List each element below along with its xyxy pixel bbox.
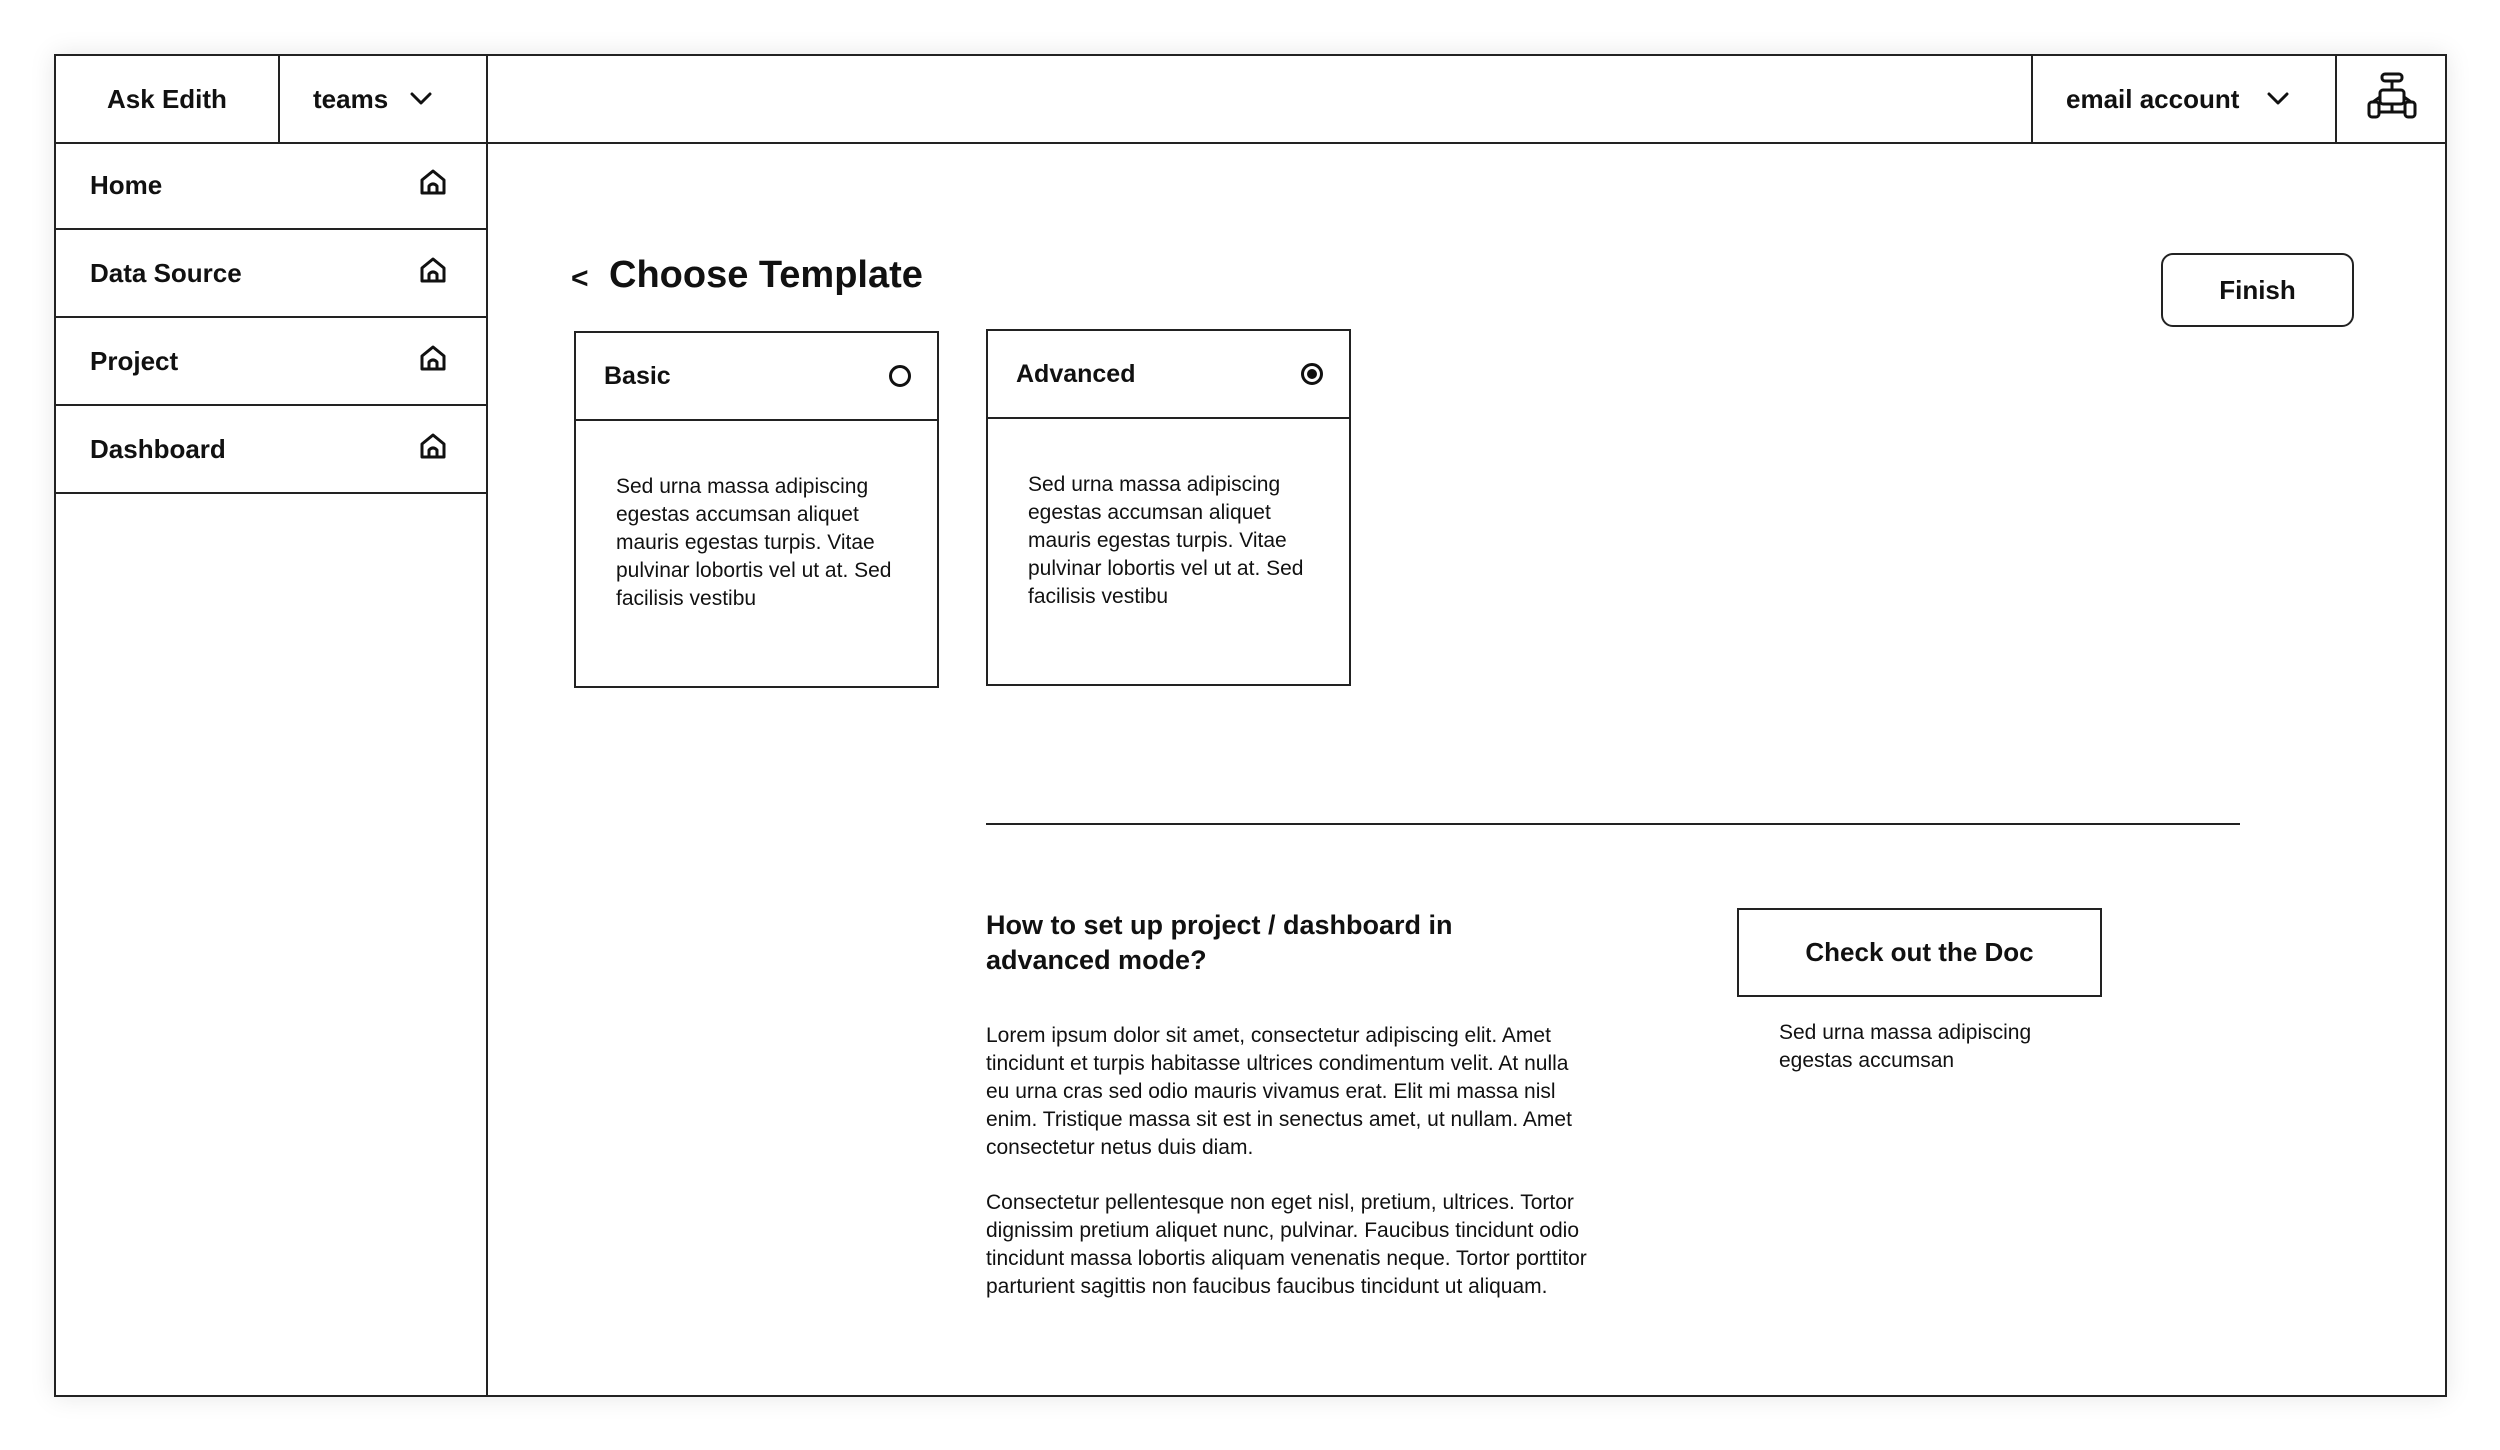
template-card-header[interactable] bbox=[576, 333, 937, 421]
back-button[interactable]: < bbox=[571, 262, 589, 295]
chevron-down-icon bbox=[410, 92, 432, 106]
teams-dropdown-label: teams bbox=[313, 83, 389, 114]
check-doc-button[interactable]: Check out the Doc bbox=[1737, 908, 2102, 997]
home-icon bbox=[418, 255, 448, 292]
template-card-header[interactable] bbox=[988, 331, 1349, 419]
finish-button[interactable]: Finish bbox=[2161, 253, 2354, 327]
sidebar-item-label: Home bbox=[90, 169, 163, 200]
app-window bbox=[54, 54, 2447, 1397]
doc-description: Sed urna massa adipiscing egestas accumsan bbox=[1779, 1021, 2032, 1072]
help-heading: How to set up project / dashboard in advanced mode? bbox=[986, 910, 1453, 975]
robot-icon bbox=[2366, 70, 2418, 129]
email-account-dropdown[interactable] bbox=[2031, 56, 2335, 142]
sidebar-item-home[interactable] bbox=[56, 142, 486, 230]
radio-unselected-icon[interactable] bbox=[889, 365, 911, 387]
home-icon bbox=[418, 343, 448, 380]
sidebar-item-dashboard[interactable] bbox=[56, 406, 486, 494]
template-card-title: Basic bbox=[604, 361, 671, 390]
template-card-basic[interactable] bbox=[574, 331, 939, 688]
help-paragraph: Lorem ipsum dolor sit amet, consectetur adipiscing elit. Amet tincidunt et turpis habitasse ultrices condimentum velit. At nulla eu urna cras sed odio mauris vivamus erat. Elit mi massa nisl enim. Tristique massa sit est in senectus amet, ut nullam. Amet consectetur netus duis diam. bbox=[986, 1024, 1572, 1159]
sidebar bbox=[56, 142, 488, 1395]
section-divider bbox=[986, 823, 2240, 825]
help-paragraph: Consectetur pellentesque non eget nisl, pretium, ultrices. Tortor dignissim pretium aliquet nunc, pulvinar. Faucibus tincidunt odio tincidunt massa lobortis aliquam venenatis neque. Tortor porttitor parturient sagittis non faucibus faucibus tincidunt ut aliquam. bbox=[986, 1191, 1587, 1298]
email-account-label: email account bbox=[2066, 83, 2240, 114]
radio-selected-icon[interactable] bbox=[1301, 363, 1323, 385]
sidebar-item-label: Project bbox=[90, 345, 179, 376]
sidebar-item-data-source[interactable] bbox=[56, 230, 486, 318]
sidebar-item-project[interactable] bbox=[56, 318, 486, 406]
sidebar-item-label: Data Source bbox=[90, 257, 242, 288]
template-card-title: Advanced bbox=[1016, 359, 1136, 388]
sidebar-item-label: Dashboard bbox=[90, 433, 226, 464]
template-card-description: Sed urna massa adipiscing egestas accumsan aliquet mauris egestas turpis. Vitae pulvinar lobortis vel ut at. Sed facilisis vestibu bbox=[1028, 473, 1304, 608]
chevron-down-icon bbox=[2267, 92, 2289, 106]
main-content bbox=[488, 142, 2445, 1395]
teams-dropdown[interactable] bbox=[280, 56, 488, 142]
home-icon bbox=[418, 167, 448, 204]
robot-assistant-button[interactable] bbox=[2335, 56, 2447, 142]
radio-dot bbox=[1307, 369, 1317, 379]
template-card-description: Sed urna massa adipiscing egestas accumsan aliquet mauris egestas turpis. Vitae pulvinar lobortis vel ut at. Sed facilisis vestibu bbox=[616, 475, 892, 610]
home-icon bbox=[418, 431, 448, 468]
page-title: Choose Template bbox=[609, 254, 923, 296]
template-card-advanced[interactable] bbox=[986, 329, 1351, 686]
app-name[interactable]: Ask Edith bbox=[56, 56, 280, 142]
top-bar bbox=[56, 56, 2445, 144]
